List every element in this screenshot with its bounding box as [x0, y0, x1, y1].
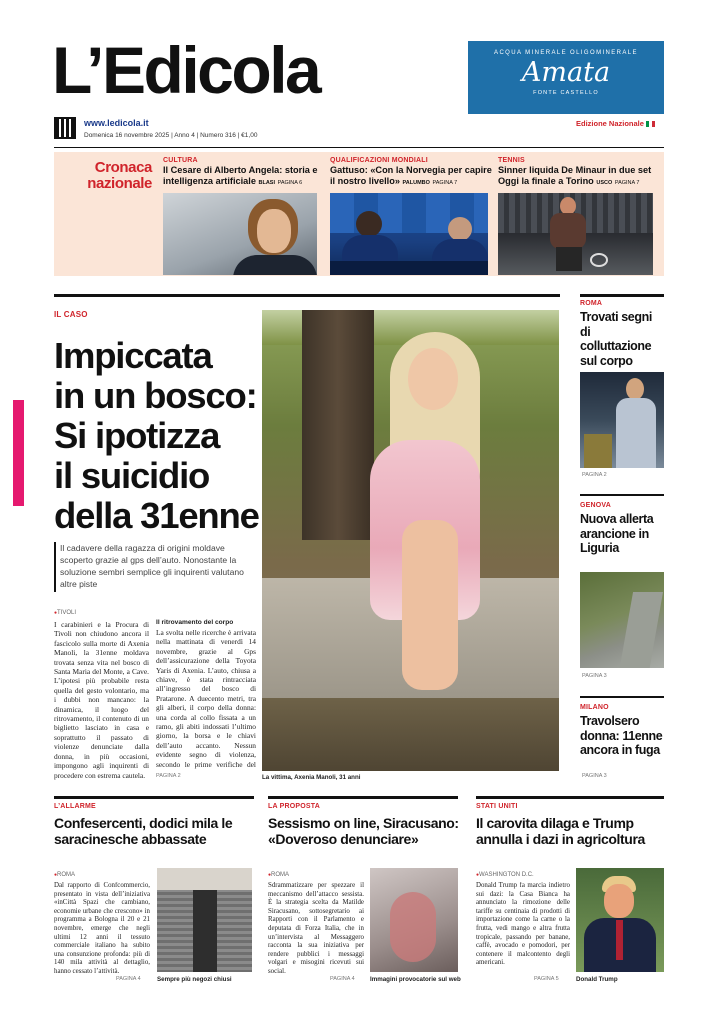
blurred-figure: [390, 892, 436, 962]
main-headline: [54, 336, 260, 536]
edition-label: [576, 119, 655, 128]
ad-bottom-text: FONTE CASTELLO: [533, 90, 599, 96]
sinner-legs: [556, 247, 582, 271]
sidebar-rule: [580, 494, 664, 496]
bottom-rule-2: [268, 796, 458, 799]
cronaca-kicker: QUALIFICAZIONI MONDIALI: [330, 157, 428, 164]
woman-legs: [402, 520, 458, 690]
cronaca-label-2: nazionale: [87, 175, 152, 192]
cronaca-byline: BLASI: [258, 180, 275, 186]
bottom-location: ● WASHINGTON D.C.: [476, 872, 534, 878]
edition-text: Edizione Nazionale: [576, 119, 644, 128]
sinner-body: [550, 213, 586, 249]
sidebar-item-roma[interactable]: [580, 300, 664, 368]
racket-icon: [590, 253, 608, 267]
sidebar-page: PAGINA 2: [582, 472, 607, 478]
angela-face: [257, 209, 291, 253]
cronaca-label: [70, 160, 152, 192]
bottom-photo-shops: [157, 868, 252, 972]
headline-line: della 31enne: [54, 495, 259, 536]
bottom-caption: Sempre più negozi chiusi: [157, 976, 232, 983]
dateline: Domenica 16 novembre 2025 | Anno 4 | Numero 316 | €1,00: [84, 132, 258, 139]
bottom-location: ● ROMA: [268, 872, 289, 878]
headline-line: in un bosco:: [54, 375, 257, 416]
bottom-headline: Sessismo on line, Siracusano: «Doveroso denunciare»: [268, 815, 459, 847]
ad-brand: Amata: [521, 57, 611, 88]
bottom-story-stati-uniti[interactable]: [476, 803, 664, 847]
bottom-photo-trump: [576, 868, 664, 972]
sidebar-kicker: GENOVA: [580, 502, 612, 509]
main-summary: Il cadavere della ragazza di origini moldave scoperto grazie al gps dell’auto. Nonostante la soluzione sembri semplice gli inquirenti valutano altre piste: [60, 543, 244, 589]
main-photo-caption: La vittima, Axenia Manoli, 31 anni: [262, 774, 361, 781]
cronaca-page: PAGINA 7: [614, 180, 640, 186]
trump-face: [604, 884, 634, 918]
flood-channel: [619, 592, 663, 668]
bottom-headline: Il carovita dilaga e Trump annulla i dazi in agricoltura: [476, 815, 645, 847]
sidebar-page: PAGINA 3: [582, 773, 607, 779]
sidebar-photo-genova: [580, 572, 664, 668]
main-subhead: Il ritrovamento del corpo: [156, 619, 234, 626]
sidebar-kicker: MILANO: [580, 704, 609, 711]
amata-ad[interactable]: [468, 41, 664, 114]
website-link[interactable]: www.ledicola.it: [84, 118, 149, 128]
cronaca-headline: Il Cesare di Alberto Angela: storia e intelligenza artificiale: [163, 165, 318, 186]
cronaca-kicker: TENNIS: [498, 157, 525, 164]
main-location: ● TIVOLI: [54, 610, 76, 616]
player-left: [356, 211, 382, 237]
qr-code: [54, 117, 76, 139]
trump-tie: [616, 920, 623, 960]
main-page: PAGINA 2: [156, 773, 181, 779]
main-photo: [262, 310, 559, 771]
headline-line: il suicidio: [54, 455, 210, 496]
cronaca-headline: Sinner liquida De Minaur in due set Oggi la finale a Torino: [498, 165, 652, 186]
bottom-rule-1: [54, 796, 254, 799]
bottom-kicker: L’ALLARME: [54, 803, 96, 810]
bottom-headline: Confesercenti, dodici mila le saracinesche abbassate: [54, 815, 233, 847]
headline-line: Si ipotizza: [54, 415, 220, 456]
sidebar-headline: Nuova allerta arancione in Liguria: [580, 512, 654, 555]
bottom-text: Donald Trump fa marcia indietro sui dazi: la Casa Bianca ha annunciato la rimozione delle tariffe su centinaia di prodotti di importazione come la carne o la frutta, vedi mango e altra frutta tropicale, passando per banane, caffè, avocado e pomodori, per contenere il malcontento degli americani.: [476, 882, 570, 967]
sidebar-photo-roma: [580, 372, 664, 468]
main-top-rule: [54, 294, 560, 297]
bottom-kicker: LA PROPOSTA: [268, 803, 320, 810]
sidebar-kicker: ROMA: [580, 300, 603, 307]
bottom-location: ● ROMA: [54, 872, 75, 878]
tree-trunk: [302, 310, 374, 540]
masthead-rule: [54, 147, 664, 148]
bottom-text: Dal rapporto di Confcommercio, presentato in vista dell’iniziativa «inCittà Spazi che cambiano, economie urbane che crescono» in programma a Bologna il 20 e 21 novembre, emerge che negli ultimi 12 anni il tessuto commerciale italiano ha subito una consunzione profonda: più di 140 mila attività al dettaglio, hanno cessato l’attività.: [54, 882, 150, 974]
bottom-rule-3: [476, 796, 664, 799]
gattuso-photo: [330, 193, 488, 275]
masthead-title: L’Edicola: [52, 33, 320, 107]
headline-line: Impiccata: [54, 335, 212, 376]
shop-door: [193, 890, 217, 972]
main-col-1: I carabinieri e la Procura di Tivoli non chiudono ancora il fascicolo sulla morte di Axenia Manoli, la 31enne moldava trovata senza vita nel bosco di Santa Maria del Monte, a Cave. L’ipotesi più probabile resta quella del gesto volontario, ma i dubbi non mancano: la dinamica, il luogo del ritrovamento, il contenuto di un biglietto lasciato in casa e soprattutto il passato di violenze denunciate dalla donna, in più occasioni, impongono agli inquirenti di procedere con estrema cautela.: [54, 620, 149, 780]
sidebar-top-rule: [580, 294, 664, 297]
cronaca-kicker: CULTURA: [163, 157, 198, 164]
man-body: [616, 398, 656, 468]
cronaca-label-1: Cronaca: [94, 159, 152, 176]
press-table: [330, 261, 488, 275]
cronaca-page: PAGINA 6: [277, 180, 303, 186]
man-head: [626, 378, 644, 400]
magenta-marker: [13, 400, 24, 506]
bottom-caption: Immagini provocatorie sul web: [370, 976, 461, 983]
ad-top-text: ACQUA MINERALE OLIGOMINERALE: [494, 50, 638, 56]
angela-suit: [233, 255, 317, 275]
woman-face: [408, 348, 458, 410]
sidebar-item-genova[interactable]: [580, 502, 664, 556]
main-kicker: IL CASO: [54, 310, 88, 319]
sidebar-headline: Travolsero donna: 11enne ancora in fuga: [580, 714, 663, 757]
sidebar-item-milano[interactable]: [580, 704, 664, 758]
cronaca-byline: USCO: [596, 180, 613, 186]
cronaca-byline: PALUMBO: [402, 180, 430, 186]
shop-frame: [157, 868, 252, 890]
angela-photo: [163, 193, 317, 275]
summary-bar: [54, 542, 56, 592]
sidebar-page: PAGINA 3: [582, 673, 607, 679]
bottom-page: PAGINA 5: [534, 976, 559, 982]
stool: [584, 434, 612, 468]
bottom-story-proposta[interactable]: [268, 803, 460, 847]
bottom-caption: Donald Trump: [576, 976, 618, 983]
sinner-photo: [498, 193, 653, 275]
bottom-page: PAGINA 4: [116, 976, 141, 982]
bottom-story-allarme[interactable]: [54, 803, 254, 847]
ground: [262, 698, 559, 771]
bottom-kicker: STATI UNITI: [476, 803, 518, 810]
italian-flag-icon: [646, 121, 655, 127]
cronaca-item-tennis[interactable]: [498, 157, 662, 189]
cronaca-item-mondiali[interactable]: [330, 157, 492, 189]
cronaca-item-cultura[interactable]: [163, 157, 323, 189]
bottom-page: PAGINA 4: [330, 976, 355, 982]
player-right: [448, 217, 472, 241]
bottom-photo-web: [370, 868, 458, 972]
sidebar-headline: Trovati segni di colluttazione sul corpo: [580, 310, 652, 368]
cronaca-page: PAGINA 7: [432, 180, 458, 186]
bottom-text: Sdrammatizzare per spezzare il meccanismo dell’attacco sessista. È la strategia scelta da Matilde Siracusano, sottosegretario ai Rapporti con il Parlamento e deputata di Forza Italia, che in un’intervista al Messaggero racconta la sua iniziativa per rendere pubblici i messaggi volgari e misogini ricevuti sui social.: [268, 882, 364, 974]
cronaca-headline: Gattuso: «Con la Norvegia per capire il nostro livello»: [330, 165, 492, 186]
sidebar-rule: [580, 696, 664, 698]
main-col-2: La svolta nelle ricerche è arrivata nella mattinata di venerdì 14 novembre, grazie al Gps dell’assicurazione della Toyota Yaris di Axenia. L’auto, chiusa a chiave, è stata rintracciata all’ingresso del bosco di Pratarone. A duecento metri, tra gli alberi, il corpo della donna: una corda al collo fissata a un ramo, gli abiti indossati l’ultimo giorno, la borsa e le chiavi dell’auto accanto. Nessun evidente segno di violenza, secondo le prime verifiche del: [156, 628, 256, 769]
